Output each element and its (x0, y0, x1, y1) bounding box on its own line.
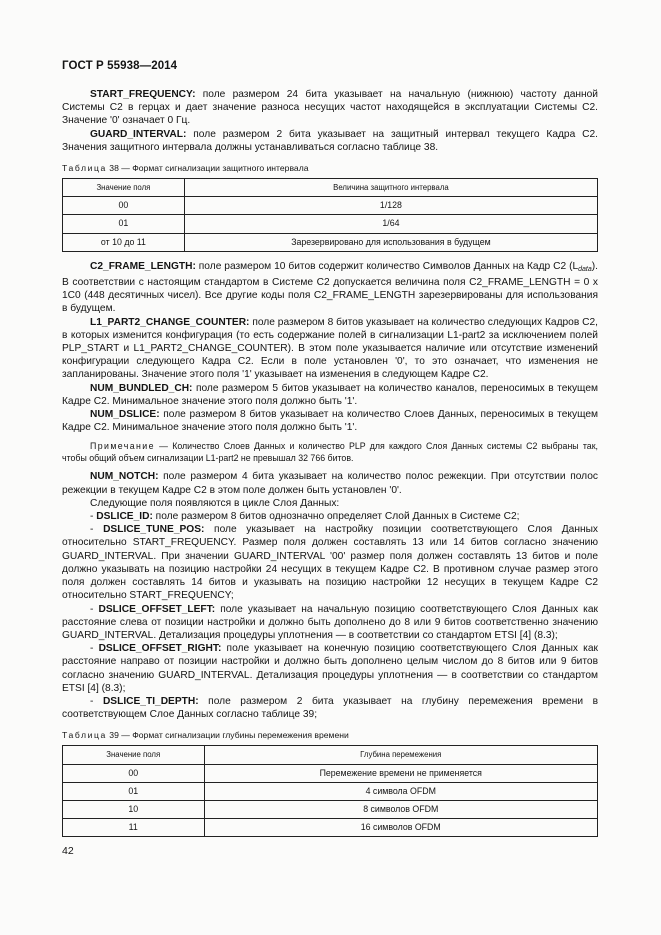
table-cell: 8 символов OFDM (204, 800, 598, 818)
caption-label: Таблица (62, 730, 107, 741)
subscript: data (578, 265, 592, 273)
document-body (62, 88, 598, 845)
note-label: Примечание (90, 441, 155, 452)
paragraph-text: поле размером 8 битов однозначно определяет Слой Данных в Системе С2; (152, 511, 520, 523)
table39-caption (62, 729, 598, 741)
column-header: Значение поля (63, 746, 205, 764)
paragraph-c2-frame-length (62, 260, 598, 316)
page-number: 42 (62, 845, 74, 857)
list-item-dslice-id: - DSLICE_ID: поле размером 8 битов однозначно определяет Слой Данных в Системе С2; (90, 511, 520, 523)
field-term: START_FREQUENCY: (90, 89, 196, 100)
table-header-row (63, 179, 598, 197)
table-cell: 10 (63, 800, 205, 818)
paragraph-text: поле размером 2 бита указывает на защитный интервал текущего Кадра С2. Значения защитного интервала должны устанавливаться согласно таблице 38. (62, 128, 598, 153)
table-cell: 01 (63, 782, 205, 800)
column-header: Глубина перемежения (204, 746, 598, 764)
table-cell: 11 (63, 819, 205, 837)
table-cell: 00 (63, 764, 205, 782)
list-item-dslice-offset-left: - DSLICE_OFFSET_LEFT: поле указывает на начальную позицию соответствующего Слоя Данных как расстояние слева от позиции настройки и должно быть дополнено до 8 или 9 битов соответственно значению GUARD_INTERVAL. Детализация процедуры уплотнения — в соответствии со стандартом ETSI [4] (8.3); (62, 603, 598, 641)
paragraph-text: поле указывает на начальную позицию соответствующего Слоя Данных как расстояние слева от позиции настройки и должно быть дополнено до 8 или 9 битов соответственно значению GUARD_INTERVAL. Детализация процедуры уплотнения — в соответствии со стандартом ETSI [4] (8.3); (62, 603, 598, 641)
field-term: DSLICE_OFFSET_RIGHT: (98, 643, 222, 655)
caption-text: 39 — Формат сигнализации глубины перемежения времени (106, 730, 349, 741)
table-cell: 1/128 (184, 197, 597, 215)
field-term: DSLICE_TI_DEPTH: (102, 695, 199, 707)
table-cell: Перемежение времени не применяется (204, 764, 598, 782)
table-cell: 4 символа OFDM (204, 782, 598, 800)
field-term: L1_PART2_CHANGE_COUNTER: (90, 316, 250, 328)
field-term: DSLICE_OFFSET_LEFT: (98, 603, 216, 615)
paragraph-text: поле размером 24 бита указывает на начальную (нижнюю) частоту данной Системы С2 в герцах и дает значение разноса несущих частот находящейся в эксплуатации Системы С2. Значение '0' означает 0 Гц. (62, 89, 598, 127)
document-header: ГОСТ Р 55938—2014 (62, 60, 178, 72)
note-text: — Количество Слоев Данных и количество PLP для каждого Слоя Данных системы С2 выбраны так, чтобы общий объем сигнализации L1-part2 не превышал 32 766 битов. (62, 441, 598, 464)
table-cell: 01 (63, 215, 185, 233)
field-term: NUM_DSLICE: (90, 409, 160, 421)
paragraph-start-frequency (62, 88, 598, 128)
table-cell: 16 символов OFDM (204, 819, 598, 837)
table-row (63, 800, 598, 818)
paragraph-text: поле размером 4 бита указывает на количество полос режекции. При отсутствии полос режекции в текущем Кадре С2 в этом поле должен быть установлен '0'. (62, 471, 598, 496)
paragraph-num-notch (62, 470, 598, 496)
field-term: GUARD_INTERVAL: (90, 128, 187, 140)
caption-text: 38 — Формат сигнализации защитного интервала (106, 163, 309, 174)
paragraph-loop-intro: Следующие поля появляются в цикле Слоя Данных: (90, 497, 340, 509)
paragraph-text: ). В соответствии с настоящим стандартом в Системе С2 допускается величина поля C2_FRAME_LENGTH = 0 x 1C0 (448 десятичных чисел). Все другие коды поля C2_FRAME_LENGTH зарезервированы для использования в будущем. (62, 260, 598, 315)
table-row (63, 215, 598, 233)
table-39 (62, 745, 598, 837)
paragraph-text: поле размером 5 битов указывает на количество каналов, переносимых в текущем Кадре С2. Минимальное значение этого поля должно быть '1'. (62, 382, 598, 407)
field-term: DSLICE_TUNE_POS: (103, 524, 205, 536)
paragraph-text: поле размером 2 бита указывает на глубину перемежения времени в соответствующем Слое Данных согласно таблице 39; (62, 695, 598, 721)
table-cell: 1/64 (184, 215, 597, 233)
paragraph-text: поле указывает на конечную позицию соответствующего Слоя Данных как расстояние направо от позиции настройки и должно быть дополнено целым числом до 8 битов или 9 битов согласно значению GUARD_INTERVAL. Детализация процедуры уплотнения — в соответствии со стандартом ETSI [4] (8.3); (62, 643, 598, 694)
table-cell: 00 (63, 197, 185, 215)
list-item-dslice-ti-depth: - DSLICE_TI_DEPTH: поле размером 2 бита указывает на глубину перемежения времени в соответствующем Слое Данных согласно таблице 39; (62, 695, 598, 721)
field-term: NUM_BUNDLED_CH: (90, 382, 193, 394)
paragraph-text: поле размером 10 битов содержит количество Символов Данных на Кадр С2 (L (195, 260, 579, 272)
caption-label: Таблица (62, 163, 107, 174)
column-header: Значение поля (63, 179, 185, 197)
field-term: NUM_NOTCH: (90, 471, 159, 483)
table-row (63, 764, 598, 782)
paragraph-guard-interval (62, 128, 598, 154)
list-item-dslice-offset-right: - DSLICE_OFFSET_RIGHT: поле указывает на конечную позицию соответствующего Слоя Данных как расстояние направо от позиции настройки и должно быть дополнено целым числом до 8 битов или 9 битов согласно значению GUARD_INTERVAL. Детализация процедуры уплотнения — в соответствии со стандартом ETSI [4] (8.3); (62, 643, 598, 694)
column-header: Величина защитного интервала (184, 179, 597, 197)
note (62, 440, 598, 464)
table-row (63, 819, 598, 837)
paragraph-text: поле указывает на настройку позиции соответствующего Слоя Данных относительно START_FREQUENCY. Размер поля должен составлять 13 или 14 битов согласно значению GUARD_INTERVAL. При значении GUARD_INTERVAL '00' размер поля должен составлять 13 битов и поле должно указывать на позицию настройки 24 несущих в текущем Кадре С2. В противном случае размер этого поля должен составлять 14 битов и указывать на позицию настройки 12 несущих в текущем Кадре С2 относительно START_FREQUENCY; (62, 524, 598, 602)
table-row (63, 782, 598, 800)
paragraph-text: поле размером 8 битов указывает на количество следующих Кадров С2, в которых изменится конфигурация (то есть содержание полей в сигнализации L1-part2 за исключением полей PLP_START и L1_PART2_CHANGE_COUNTER). В этом поле указывается наличие или отсутствие изменений конфигурации следующего Кадра С2. Если в поле установлен '0', то это означает, что изменения не запланированы. Значение этого поля '1' указывает на изменения в следующем Кадре С2. (62, 316, 598, 381)
table-header-row (63, 746, 598, 764)
paragraph-l1-part2-change-counter (62, 316, 598, 382)
table-cell: от 10 до 11 (63, 233, 185, 251)
table-38 (62, 178, 598, 252)
field-term: DSLICE_ID: (96, 511, 153, 523)
table-row (63, 197, 598, 215)
field-term: C2_FRAME_LENGTH: (90, 260, 196, 272)
table-cell: Зарезервировано для использования в будущем (184, 233, 597, 251)
table38-caption (62, 162, 598, 174)
list-item-dslice-tune-pos: - DSLICE_TUNE_POS: поле указывает на настройку позиции соответствующего Слоя Данных относительно START_FREQUENCY. Размер поля должен составлять 13 или 14 битов согласно значению GUARD_INTERVAL. При значении GUARD_INTERVAL '00' размер поля должен составлять 13 битов и поле должно указывать на позицию настройки 24 несущих в текущем Кадре С2. В противном случае размер этого поля должен составлять 14 битов и указывать на позицию настройки 12 несущих в текущем Кадре С2 относительно START_FREQUENCY; (62, 524, 598, 602)
paragraph-num-bundled-ch (62, 382, 598, 408)
paragraph-num-dslice (62, 408, 598, 434)
table-row (63, 233, 598, 251)
paragraph-text: поле размером 8 битов указывает на количество Слоев Данных, переносимых в текущем Кадре С2. Минимальное значение этого поля должно быть '1'. (62, 409, 598, 434)
